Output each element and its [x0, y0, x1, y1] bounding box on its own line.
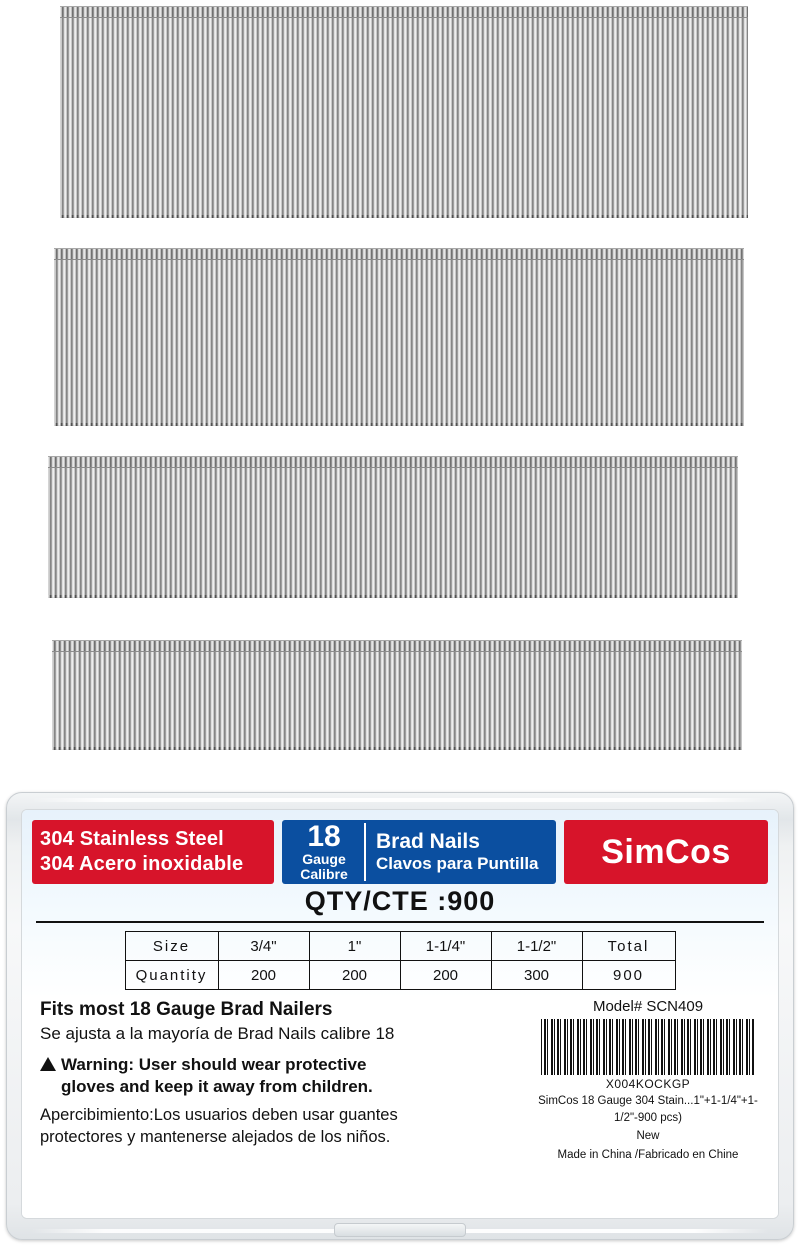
- meta-description: SimCos 18 Gauge 304 Stain...1"+1-1/4"+1-1/2"-900 pcs): [538, 1095, 758, 1124]
- model-number: Model# SCN409: [592, 998, 704, 1015]
- warning-block: [40, 1054, 524, 1098]
- qty-total: 900: [582, 961, 675, 990]
- barcode-image: [541, 1019, 755, 1075]
- quantity-headline: QTY/CTE :900: [304, 886, 496, 916]
- case-hinge-top: [31, 798, 769, 802]
- nail-strip-short: [52, 640, 742, 750]
- row-label-size: Size: [125, 932, 218, 961]
- meta-origin: Made in China /Fabricado en Chine: [557, 1149, 739, 1162]
- fits-text-en: Fits most 18 Gauge Brad Nailers: [40, 999, 333, 1020]
- qty-cell-4: 300: [491, 961, 582, 990]
- label-text-block: [40, 998, 524, 1164]
- size-cell-3: 1-1/4": [400, 932, 491, 961]
- qty-cell-2: 200: [309, 961, 400, 990]
- nail-tips-row: [60, 215, 748, 218]
- qty-cell-1: 200: [218, 961, 309, 990]
- gauge-product-badge: [282, 820, 556, 884]
- product-name-es: Clavos para Puntilla: [376, 854, 539, 874]
- total-header: Total: [582, 932, 675, 961]
- brand-logo: SimCos: [564, 820, 768, 884]
- case-window: [21, 809, 779, 1219]
- warning-es-line2: protectores y mantenerse alejados de los niños.: [40, 1128, 391, 1147]
- spec-table: [125, 931, 676, 990]
- material-label-es: 304 Acero inoxidable: [40, 853, 244, 875]
- nail-heads-row: [48, 456, 738, 468]
- warning-en-line2: gloves and keep it away from children.: [61, 1076, 373, 1096]
- warning-es-line1: Apercibimiento:Los usuarios deben usar guantes: [40, 1105, 398, 1124]
- label-banner: [22, 810, 778, 888]
- nail-strip-longest: [60, 6, 748, 218]
- nail-tips-row: [48, 595, 738, 598]
- nail-strip-medium: [48, 456, 738, 598]
- nail-heads-row: [60, 6, 748, 18]
- nail-heads-row: [54, 248, 744, 260]
- material-label-en: 304 Stainless Steel: [40, 828, 224, 850]
- storage-case: [6, 792, 794, 1240]
- product-name-column: [366, 823, 539, 881]
- material-badge: [32, 820, 274, 884]
- table-row-quantity: [125, 961, 675, 990]
- product-label: [22, 810, 778, 1218]
- nail-tips-row: [54, 423, 744, 426]
- qty-cell-3: 200: [400, 961, 491, 990]
- warning-en-line1: Warning: User should wear protective: [61, 1054, 367, 1074]
- warning-triangle-icon: [40, 1057, 56, 1071]
- row-label-quantity: Quantity: [125, 961, 218, 990]
- nail-tips-row: [52, 747, 742, 750]
- label-divider: [36, 921, 764, 923]
- gauge-word-en: Gauge: [302, 851, 346, 868]
- size-cell-2: 1": [309, 932, 400, 961]
- table-row-size: [125, 932, 675, 961]
- gauge-word-es: Calibre: [300, 866, 348, 882]
- spec-table-wrapper: [22, 931, 778, 990]
- fits-text-es: Se ajusta a la mayoría de Brad Nails calibre 18: [40, 1023, 395, 1043]
- gauge-number: 18: [307, 820, 341, 854]
- gauge-column: [288, 820, 366, 882]
- nail-strip-long: [54, 248, 744, 426]
- barcode-number: X004KOCKGP: [605, 1077, 691, 1091]
- product-name-en: Brad Nails: [376, 830, 480, 854]
- case-clasp: [334, 1223, 466, 1237]
- warning-text-en: [61, 1054, 373, 1098]
- meta-condition: New: [636, 1130, 660, 1143]
- label-bottom: [22, 990, 778, 1164]
- barcode-block: [532, 998, 764, 1164]
- size-cell-1: 3/4": [218, 932, 309, 961]
- size-cell-4: 1-1/2": [491, 932, 582, 961]
- nail-heads-row: [52, 640, 742, 652]
